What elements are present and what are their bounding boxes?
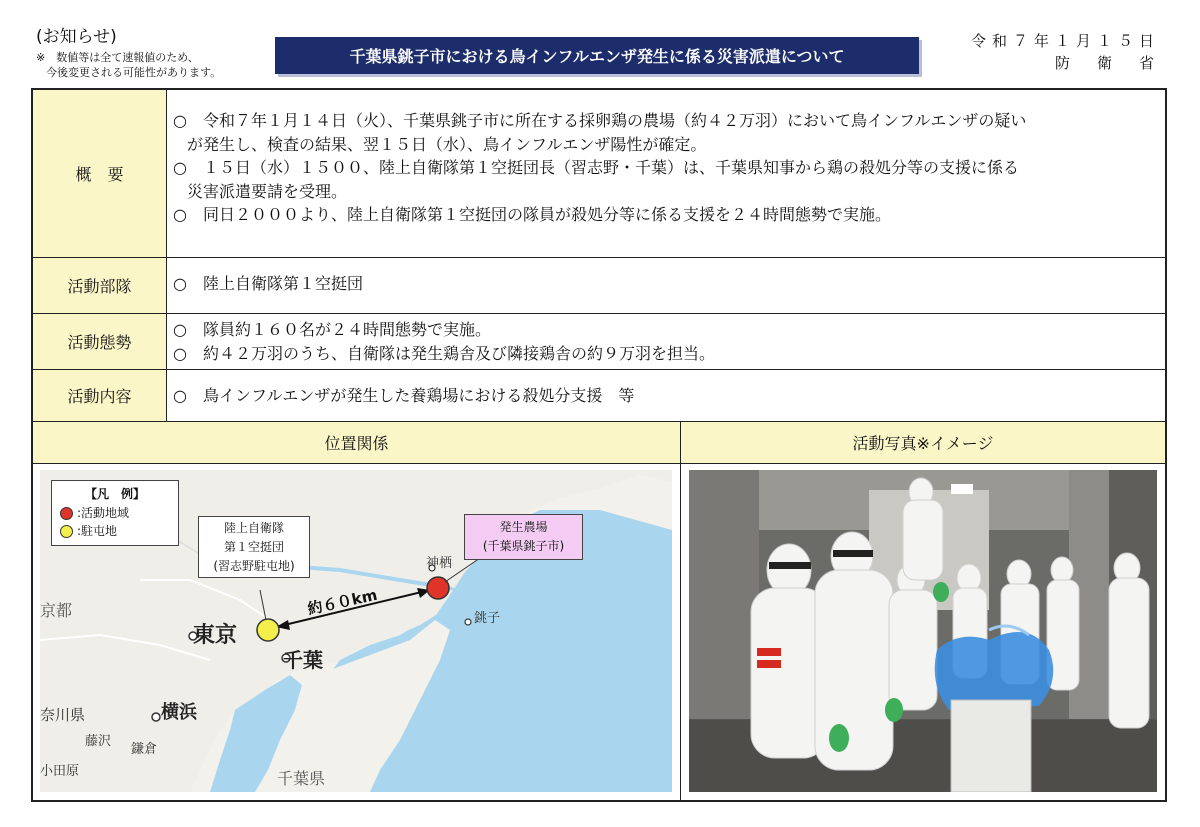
row-unit bbox=[33, 258, 1165, 314]
unit-callout-line-2: 第１空挺団 bbox=[223, 540, 284, 554]
content-unit bbox=[167, 258, 1165, 313]
place-tokyo-to: 京都 bbox=[40, 601, 73, 620]
legend-title: 【凡 例】 bbox=[84, 487, 145, 501]
notice-heading: (お知らせ) bbox=[36, 27, 117, 47]
legend-activity-label: :活動地域 bbox=[77, 506, 130, 520]
place-kanagawa: 奈川県 bbox=[40, 706, 86, 724]
preliminary-note bbox=[36, 50, 221, 80]
place-tokyo: 東京 bbox=[193, 623, 238, 648]
place-choshi: 銚子 bbox=[474, 611, 501, 626]
label-unit: 活動部隊 bbox=[33, 258, 167, 313]
activity-photo bbox=[681, 464, 1165, 800]
info-table bbox=[31, 88, 1167, 802]
unit-line-1: ○ 陸上自衛隊第１空挺団 bbox=[173, 274, 363, 293]
activity-area-icon bbox=[60, 507, 73, 520]
content-activity bbox=[167, 370, 1165, 421]
overview-line-3: ○ １５日（水）１５００、陸上自衛隊第１空挺団長（習志野・千葉）は、千葉県知事から鶏の殺処分等の支援に係る bbox=[173, 158, 1019, 177]
legend-garrison-label: :駐屯地 bbox=[77, 524, 118, 538]
location-header: 位置関係 bbox=[33, 422, 681, 463]
place-odawara: 小田原 bbox=[40, 764, 80, 779]
row-overview bbox=[33, 90, 1165, 258]
unit-callout-line-1: 陸上自衛隊 bbox=[223, 521, 284, 535]
document-title: 千葉県銚子市における鳥インフルエンザ発生に係る災害派遣について bbox=[275, 37, 919, 74]
photo-header: 活動写真※イメージ bbox=[681, 422, 1165, 463]
farm-callout-line-1: 発生農場 bbox=[499, 520, 548, 534]
label-activity: 活動内容 bbox=[33, 370, 167, 421]
distance-label: 約６０km bbox=[306, 585, 379, 619]
legend-garrison bbox=[60, 522, 170, 540]
place-kamakura: 鎌倉 bbox=[131, 742, 158, 757]
place-fujisawa: 藤沢 bbox=[85, 734, 112, 749]
farm-callout-line-2: (千葉県銚子市) bbox=[482, 539, 565, 553]
issue-date: 令和７年１月１５日 bbox=[970, 32, 1160, 50]
label-posture: 活動態勢 bbox=[33, 314, 167, 369]
legend-activity bbox=[60, 504, 170, 522]
garrison-icon bbox=[60, 525, 73, 538]
unit-callout-line-3: (習志野駐屯地) bbox=[213, 559, 295, 573]
content-overview bbox=[167, 90, 1165, 257]
overview-line-4: 災害派遣要請を受理。 bbox=[187, 181, 348, 201]
row-activity bbox=[33, 370, 1165, 422]
overview-line-1: ○ 令和７年１月１４日（火）、千葉県銚子市に所在する採卵鶏の農場（約４２万羽）において鳥インフルエンザの疑い bbox=[173, 111, 1027, 130]
activity-photo-image bbox=[689, 470, 1157, 792]
unit-callout bbox=[198, 516, 310, 578]
note-line-1: ※ 数値等は全て速報値のため、 bbox=[36, 51, 199, 64]
overview-line-2: が発生し、検査の結果、翌１５日（水）、鳥インフルエンザ陽性が確定。 bbox=[187, 134, 707, 154]
note-line-2: 今後変更される可能性があります。 bbox=[46, 66, 222, 79]
place-chiba: 千葉 bbox=[283, 648, 323, 672]
place-kamisu: 神栖 bbox=[426, 556, 453, 571]
posture-line-1: ○ 隊員約１６０名が２４時間態勢で実施。 bbox=[173, 320, 491, 339]
posture-line-2: ○ 約４２万羽のうち、自衛隊は発生鶏舎及び隣接鶏舎の約９万羽を担当。 bbox=[173, 343, 715, 363]
farm-callout bbox=[464, 514, 583, 560]
row-posture bbox=[33, 314, 1165, 370]
overview-line-5: ○ 同日２０００より、陸上自衛隊第１空挺団の隊員が殺処分等に係る支援を２４時間態勢で実施。 bbox=[173, 205, 891, 224]
bottom-panels bbox=[33, 464, 1165, 800]
place-yokohama: 横浜 bbox=[161, 702, 197, 723]
ministry-name: 防 衛 省 bbox=[1054, 54, 1160, 72]
date-block bbox=[971, 30, 1160, 74]
place-chiba-prefecture: 千葉県 bbox=[277, 769, 326, 788]
content-posture bbox=[167, 314, 1165, 369]
activity-line-1: ○ 鳥インフルエンザが発生した養鶏場における殺処分支援 等 bbox=[173, 386, 635, 405]
section-headers bbox=[33, 422, 1165, 464]
map-legend bbox=[51, 480, 179, 546]
label-overview: 概 要 bbox=[33, 90, 167, 257]
location-map bbox=[33, 464, 681, 800]
